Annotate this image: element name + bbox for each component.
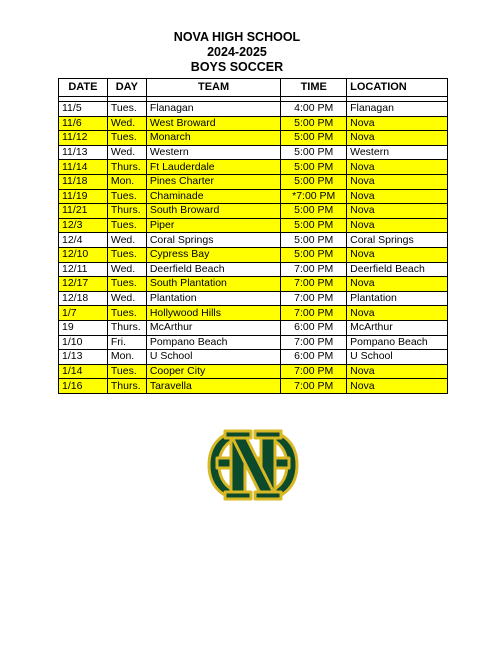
table-row: [59, 218, 448, 233]
cell-day: Wed.: [107, 291, 146, 306]
cell-location: Nova: [347, 160, 448, 175]
cell-team: McArthur: [146, 320, 280, 335]
cell-date: 12/17: [59, 277, 108, 292]
cell-location: Pompano Beach: [347, 335, 448, 350]
cell-team: Flanagan: [146, 102, 280, 117]
cell-day: Thurs.: [107, 379, 146, 394]
table-row: [59, 379, 448, 394]
cell-location: Nova: [347, 277, 448, 292]
cell-location: Nova: [347, 218, 448, 233]
cell-day: Mon.: [107, 174, 146, 189]
cell-day: Tues.: [107, 306, 146, 321]
sport-title: BOYS SOCCER: [190, 60, 284, 74]
cell-location: Nova: [347, 116, 448, 131]
cell-time: 7:00 PM: [281, 379, 347, 394]
table-row: [59, 160, 448, 175]
cell-day: Mon.: [107, 350, 146, 365]
cell-day: Tues.: [107, 247, 146, 262]
cell-team: Chaminade: [146, 189, 280, 204]
cell-time: 6:00 PM: [281, 320, 347, 335]
cell-day: Fri.: [107, 335, 146, 350]
cell-time: 7:00 PM: [281, 306, 347, 321]
cell-date: 1/14: [59, 364, 108, 379]
cell-team: Plantation: [146, 291, 280, 306]
table-row: [59, 131, 448, 146]
cell-date: 11/21: [59, 204, 108, 219]
cell-date: 19: [59, 320, 108, 335]
cell-time: 5:00 PM: [281, 204, 347, 219]
cell-day: Wed.: [107, 116, 146, 131]
cell-team: Pompano Beach: [146, 335, 280, 350]
cell-time: 5:00 PM: [281, 174, 347, 189]
cell-date: 11/18: [59, 174, 108, 189]
cell-location: U School: [347, 350, 448, 365]
cell-day: Tues.: [107, 218, 146, 233]
cell-time: 5:00 PM: [281, 131, 347, 146]
cell-day: Wed.: [107, 262, 146, 277]
cell-day: Wed.: [107, 145, 146, 160]
table-row: [59, 233, 448, 248]
cell-date: 11/13: [59, 145, 108, 160]
column-header-location: LOCATION: [347, 79, 448, 97]
table-row: [59, 350, 448, 365]
cell-team: Taravella: [146, 379, 280, 394]
cell-date: 12/3: [59, 218, 108, 233]
cell-team: South Broward: [146, 204, 280, 219]
cell-team: Hollywood Hills: [146, 306, 280, 321]
column-header-day: DAY: [107, 79, 146, 97]
cell-date: 12/11: [59, 262, 108, 277]
cell-time: 7:00 PM: [281, 335, 347, 350]
cell-time: 5:00 PM: [281, 160, 347, 175]
cell-team: West Broward: [146, 116, 280, 131]
table-row: [59, 335, 448, 350]
cell-location: Flanagan: [347, 102, 448, 117]
cell-date: 11/12: [59, 131, 108, 146]
cell-location: McArthur: [347, 320, 448, 335]
table-row: [59, 320, 448, 335]
table-row: [59, 306, 448, 321]
schedule-header: [0, 30, 500, 75]
cell-date: 11/14: [59, 160, 108, 175]
cell-day: Thurs.: [107, 204, 146, 219]
cell-time: 5:00 PM: [281, 218, 347, 233]
cell-time: 7:00 PM: [281, 364, 347, 379]
cell-location: Nova: [347, 247, 448, 262]
school-name: NOVA HIGH SCHOOL: [173, 30, 301, 44]
season-years: 2024-2025: [207, 45, 267, 59]
cell-day: Wed.: [107, 233, 146, 248]
cell-time: 5:00 PM: [281, 233, 347, 248]
cell-day: Tues.: [107, 189, 146, 204]
cell-date: 1/13: [59, 350, 108, 365]
cell-time: 5:00 PM: [281, 145, 347, 160]
cell-date: 12/10: [59, 247, 108, 262]
cell-location: Coral Springs: [347, 233, 448, 248]
table-row: [59, 262, 448, 277]
cell-time: 7:00 PM: [281, 262, 347, 277]
table-row: [59, 291, 448, 306]
cell-date: 11/19: [59, 189, 108, 204]
table-row: [59, 145, 448, 160]
table-row: [59, 189, 448, 204]
cell-date: 1/16: [59, 379, 108, 394]
table-row: [59, 364, 448, 379]
cell-time: 6:00 PM: [281, 350, 347, 365]
cell-team: Monarch: [146, 131, 280, 146]
cell-team: South Plantation: [146, 277, 280, 292]
cell-location: Western: [347, 145, 448, 160]
table-row: [59, 102, 448, 117]
cell-date: 1/10: [59, 335, 108, 350]
cell-location: Nova: [347, 306, 448, 321]
cell-team: Ft Lauderdale: [146, 160, 280, 175]
cell-date: 12/18: [59, 291, 108, 306]
cell-day: Thurs.: [107, 320, 146, 335]
cell-team: Piper: [146, 218, 280, 233]
cell-location: Nova: [347, 364, 448, 379]
cell-date: 11/5: [59, 102, 108, 117]
cell-location: Nova: [347, 131, 448, 146]
cell-time: *7:00 PM: [281, 189, 347, 204]
schedule-table: [58, 78, 448, 394]
column-header-date: DATE: [59, 79, 108, 97]
cell-location: Deerfield Beach: [347, 262, 448, 277]
cell-team: Pines Charter: [146, 174, 280, 189]
cell-team: U School: [146, 350, 280, 365]
table-header-row: [59, 79, 448, 97]
table-row: [59, 204, 448, 219]
cell-team: Coral Springs: [146, 233, 280, 248]
table-row: [59, 277, 448, 292]
cell-time: 5:00 PM: [281, 116, 347, 131]
cell-location: Nova: [347, 189, 448, 204]
cell-location: Nova: [347, 379, 448, 394]
cell-location: Plantation: [347, 291, 448, 306]
cell-location: Nova: [347, 204, 448, 219]
cell-time: 7:00 PM: [281, 291, 347, 306]
cell-date: 12/4: [59, 233, 108, 248]
column-header-time: TIME: [281, 79, 347, 97]
cell-day: Tues.: [107, 131, 146, 146]
cell-date: 1/7: [59, 306, 108, 321]
cell-day: Tues.: [107, 102, 146, 117]
column-header-team: TEAM: [146, 79, 280, 97]
cell-team: Deerfield Beach: [146, 262, 280, 277]
cell-day: Tues.: [107, 364, 146, 379]
cell-location: Nova: [347, 174, 448, 189]
cell-team: Western: [146, 145, 280, 160]
table-row: [59, 116, 448, 131]
cell-day: Thurs.: [107, 160, 146, 175]
cell-time: 4:00 PM: [281, 102, 347, 117]
cell-time: 7:00 PM: [281, 277, 347, 292]
cell-team: Cypress Bay: [146, 247, 280, 262]
table-row: [59, 247, 448, 262]
cell-time: 5:00 PM: [281, 247, 347, 262]
cell-team: Cooper City: [146, 364, 280, 379]
table-row: [59, 174, 448, 189]
cell-day: Tues.: [107, 277, 146, 292]
cell-date: 11/6: [59, 116, 108, 131]
nova-nh-monogram-icon: [205, 425, 301, 505]
